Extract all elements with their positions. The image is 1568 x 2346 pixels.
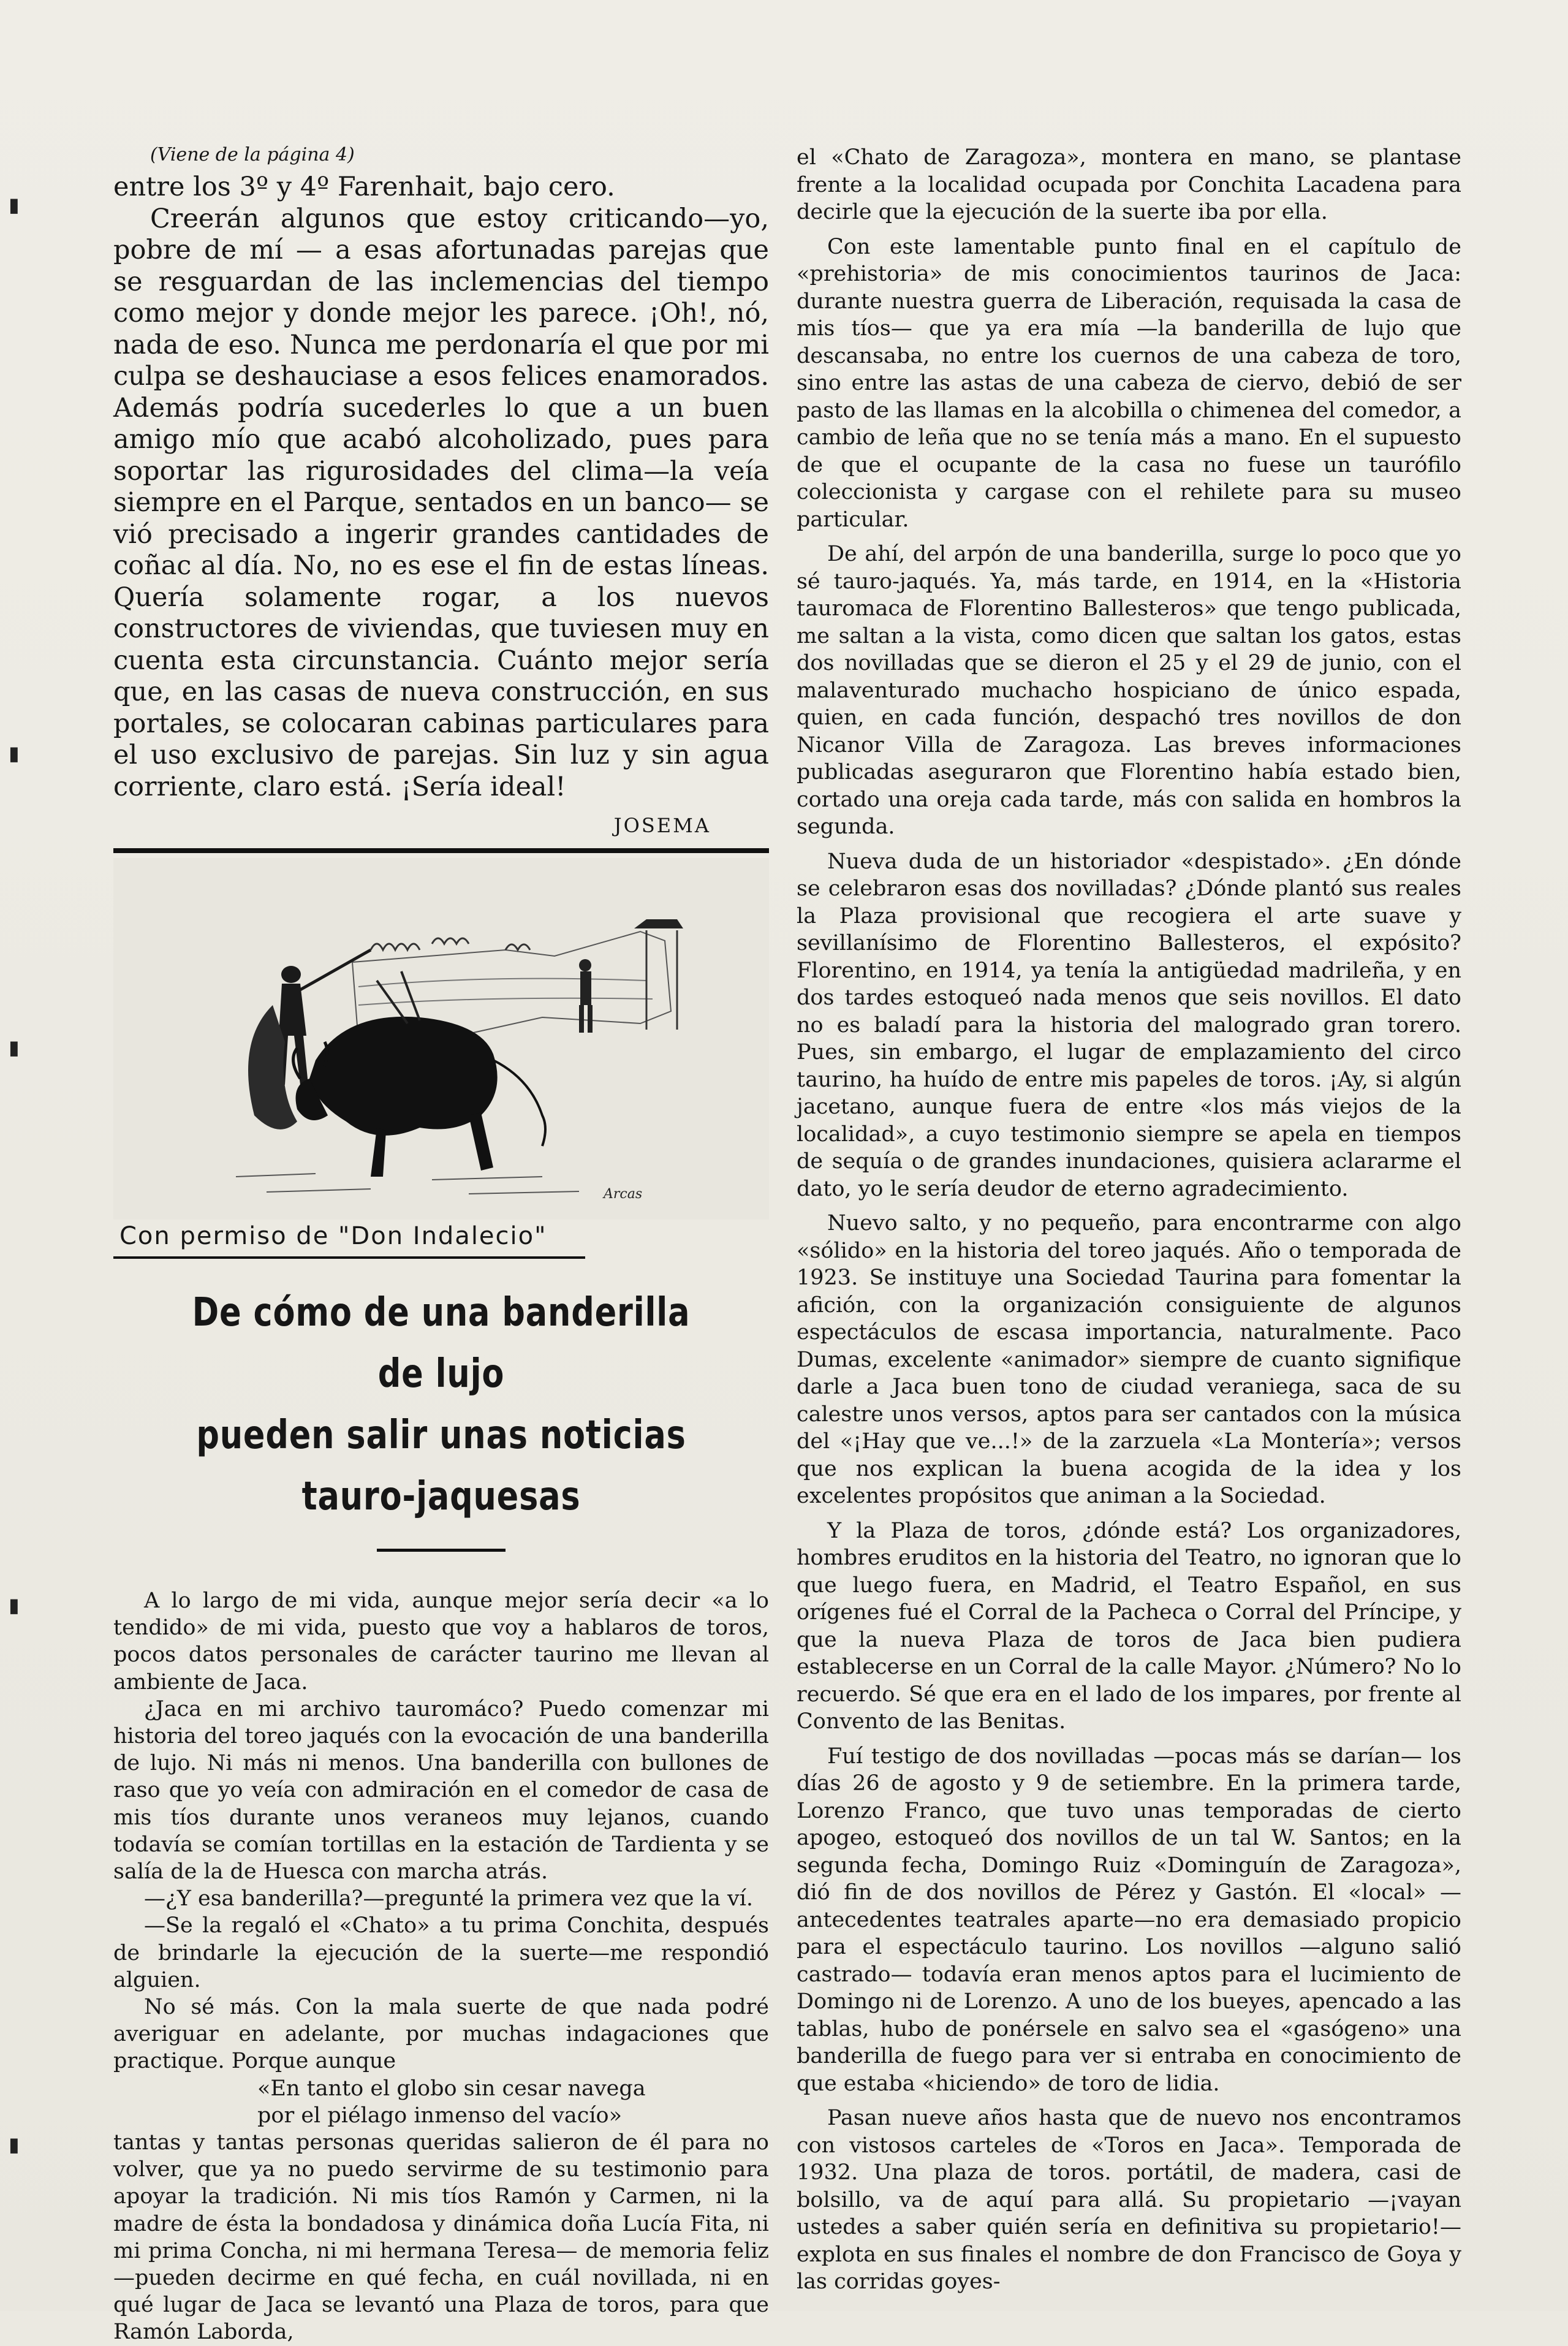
- left-column: [113, 144, 769, 2346]
- paragraph: tantas y tantas personas queridas salieron de él para no volver, que ya no puedo servirme de su testimonio para apoyar la tradición. Ni mis tíos Ramón y Carmen, ni la madre de ésta la bondadosa y dinámica doña Lucía Fita, ni mi prima Concha, ni mi hermana Teresa— de memoria feliz—pueden decirme en qué fecha, en cuál novillada, ni en qué lugar de Jaca se levantó una Plaza de toros, para que Ramón Laborda,: [113, 2130, 769, 2345]
- paragraph: Nueva duda de un historiador «despistado». ¿En dónde se celebraron esas dos novilladas? ¿Dónde plantó sus reales la Plaza provisional que recogiera el arte suave y sevillanísimo de Florentino Ballesteros, el expósito? Florentino, en 1914, ya tenía la antigüedad madrileña, y en dos tardes estoqueó nada menos que seis novillos. El dato no es baladí para la historia del malogrado gran torero. Pues, sin embargo, el lugar de emplazamiento del circo taurino, ha huído de entre mis papeles de toros. ¡Ay, si algún jacetano, aunque fuera de entre «los más viejos de la localidad», a cuyo testimonio siempre se apela en tiempos de sequía o de grandes inundaciones, quisiera aclararme el dato, yo le sería deudor de eterno agradecimiento.: [797, 849, 1461, 1201]
- headline-line-1: De cómo de una banderilla de lujo: [192, 1290, 691, 1397]
- section-divider: [113, 848, 769, 853]
- continued-from-note: (Viene de la página 4): [150, 144, 355, 165]
- margin-mark: ▮: [9, 742, 20, 765]
- article-headline: [172, 1282, 710, 1527]
- right-column: [797, 144, 1461, 2296]
- paragraph: entre los 3º y 4º Farenhait, bajo cero.: [113, 172, 615, 202]
- paragraph: Con este lamentable punto final en el capítulo de «prehistoria» de mis conocimientos taurinos de Jaca: durante nuestra guerra de Liberación, requisada la casa de mis tíos— que ya era mía —la banderilla de lujo que descansaba, no entre los cuernos de una cabeza de toro, sino entre las astas de una cabeza de ciervo, debió de ser pasto de las llamas en la alcobilla o chimenea del comedor, a cambio de leña que no se tenía más a mano. En el supuesto de que el ocupante de la casa no fuese un taurófilo coleccionista y cargase con el rehilete para su museo particular.: [797, 234, 1461, 532]
- paragraph: —¿Y esa banderilla?—pregunté la primera vez que la ví.: [144, 1886, 754, 1911]
- illustrator-signature: Arcas: [604, 1186, 643, 1202]
- headline-line-2: pueden salir unas noticias tauro-jaquesas: [196, 1413, 686, 1519]
- paragraph: el «Chato de Zaragoza», montera en mano, se plantase frente a la localidad ocupada por Conchita Lacadena para decirle que la ejecución de la suerte iba por ella.: [797, 145, 1461, 224]
- paragraph: Nuevo salto, y no pequeño, para encontrarme con algo «sólido» en la historia del toreo jaqués. Año o temporada de 1923. Se instituye una Sociedad Taurina para fomentar la afición, con la organización consiguiente de algunos espectáculos de escasa importancia, naturalmente. Paco Dumas, excelente «animador» siempre de cuanto signifique darle a Jaca buen tono de ciudad veraniega, saca de su calestre unos versos, aptos para ser cantados con la música del «¡Hay que ve...!» de la zarzuela «La Montería»; versos que nos explican la buena acogida de la idea y los excelentes propósitos que animan a la Sociedad.: [797, 1211, 1461, 1508]
- margin-mark: ▮: [9, 193, 20, 216]
- verse-line: por el piélago inmenso del vacío»: [257, 2103, 623, 2128]
- paragraph: —Se la regaló el «Chato» a tu prima Conchita, después de brindarle la ejecución de la suerte—me respondió alguien.: [113, 1913, 769, 1992]
- section-subtitle: Con permiso de "Don Indalecio": [113, 1220, 585, 1259]
- margin-mark: ▮: [9, 1036, 20, 1059]
- paragraph: Creerán algunos que estoy criticando—yo, pobre de mí — a esas afortunadas parejas que se resguardan de las inclemencias del tiempo como mejor y donde mejor les parece. ¡Oh!, nó, nada de eso. Nunca me perdonaría el que por mi culpa se deshauciase a esos felices enamorados. Además podría sucederles lo que a un buen amigo mío que acabó alcoholizado, pues para soportar las rigurosidades del clima—la veía siempre en el Parque, sentados en un banco— se vió precisado a ingerir grandes cantidades de coñac al día. No, no es ese el fin de estas líneas. Quería solamente rogar, a los nuevos constructores de viviendas, que tuviesen muy en cuenta esta circunstancia. Cuánto mejor sería que, en las casas de nueva construcción, en sus portales, se colocaran cabinas particulares para el uso exclusivo de parejas. Sin luz y sin agua corriente, claro está. ¡Sería ideal!: [113, 203, 769, 802]
- author-signature: JOSEMA: [613, 814, 711, 837]
- paragraph: A lo largo de mi vida, aunque mejor sería decir «a lo tendido» de mi vida, puesto que voy a hablaros de toros, pocos datos personales de carácter taurino me llevan al ambiente de Jaca.: [113, 1589, 769, 1695]
- verse-line: «En tanto el globo sin cesar navega: [257, 2076, 646, 2101]
- paragraph: ¿Jaca en mi archivo tauromáco? Puedo comenzar mi historia del toreo jaqués con la evocación de una banderilla de lujo. Ni más ni menos. Una banderilla con bullones de raso que yo veía con admiración en el comedor de casa de mis tíos durante unos veraneos muy lejanos, cuando todavía se comían tortillas en la estación de Tardienta y se salía de la de Huesca con marcha atrás.: [113, 1696, 769, 1885]
- paragraph: Y la Plaza de toros, ¿dónde está? Los organizadores, hombres eruditos en la historia del Teatro, no ignoran que lo que luego fuera, en Madrid, el Teatro Español, en sus orígenes fué el Corral de la Pacheca o Corral del Príncipe, y que la nueva Plaza de toros de Jaca bien pudiera establecerse en un Corral de la calle Mayor. ¿Número? No lo recuerdo. Sé que era en el lado de los impares, por frente al Convento de las Benitas.: [797, 1518, 1461, 1734]
- paragraph: Pasan nueve años hasta que de nuevo nos encontramos con vistosos carteles de «Toros en Jaca». Temporada de 1932. Una plaza de toros. portátil, de madera, casi de bolsillo, va de aquí para allá. Su propietario —¡vayan ustedes a saber quién sería en definitiva su propietario!— explota en sus finales el nombre de don Francisco de Goya y las corridas goyes-: [797, 2106, 1461, 2294]
- spacer: [113, 1552, 769, 1587]
- margin-mark: ▮: [9, 2133, 20, 2156]
- paragraph: No sé más. Con la mala suerte de que nada podré averiguar en adelante, por muchas indagaciones que practique. Porque aunque: [113, 1995, 769, 2074]
- margin-mark: ▮: [9, 1593, 20, 1617]
- bullfighter-bull-drawing: [113, 858, 769, 1220]
- bullfight-illustration: [113, 858, 769, 1220]
- paragraph: De ahí, del arpón de una banderilla, surge lo poco que yo sé tauro-jaqués. Ya, más tarde, en 1914, en la «Historia tauromaca de Florentino Ballesteros» que tengo publicada, me saltan a la vista, como dicen que saltan los gatos, estas dos novilladas que se dieron el 25 y el 29 de junio, con el malaventurado muchacho hospiciano de único espada, quien, en cada función, despachó tres novillos de don Nicanor Villa de Zaragoza. Las breves informaciones publicadas aseguraron que Florentino había estado bien, cortado una oreja cada tarde, más con salida en hombros la segunda.: [797, 542, 1461, 839]
- paragraph: Fuí testigo de dos novilladas —pocas más se darían— los días 26 de agosto y 9 de setiembre. En la primera tarde, Lorenzo Franco, que tuvo unas temporadas de cierto apogeo, estoqueó dos novillos de un tal W. Santos; en la segunda fecha, Domingo Ruiz «Dominguín de Zaragoza», dió fin de dos novillos de Pérez y Gastón. El «local» —antecedentes teatrales aparte—no era demasiado propicio para el espectáculo taurino. Los novillos —alguno salió castrado— todavía eran menos aptos para el lucimiento de Domingo ni de Lorenzo. A uno de los bueyes, apencado a las tablas, hubo de ponérsele en salvo sea el «gasógeno» una banderilla de fuego para ver si entraba en conocimiento de que estaba «hiciendo» de toro de lidia.: [797, 1744, 1461, 2096]
